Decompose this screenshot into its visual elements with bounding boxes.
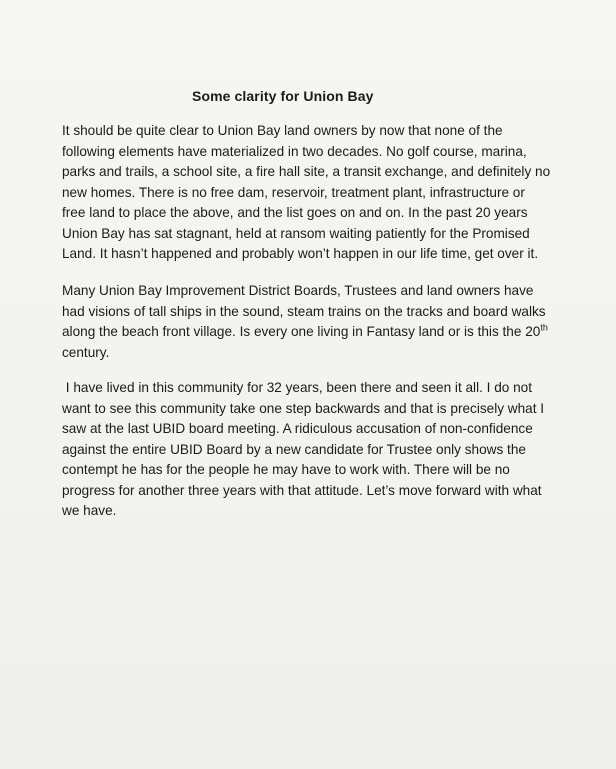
paragraph-line: Land. It hasn’t happened and probably won’t happen in our life time, get over it. — [62, 246, 539, 261]
superscript-th: th — [540, 322, 548, 333]
paragraph-line: free land to place the above, and the list goes on and on. In the past 20 years — [62, 205, 528, 220]
paragraph-line: parks and trails, a school site, a fire hall site, a transit exchange, and definitely no — [62, 164, 551, 179]
paragraph-line: I have lived in this community for 32 years, been there and seen it all. I do not — [62, 380, 532, 395]
paragraph-line: saw at the last UBID board meeting. A ridiculous accusation of non-confidence — [62, 421, 533, 436]
paragraph-line: Union Bay has sat stagnant, held at ransom waiting patiently for the Promised — [62, 225, 530, 241]
paragraph-line: had visions of tall ships in the sound, steam trains on the tracks and board walks — [62, 303, 546, 319]
paragraph-line: It should be quite clear to Union Bay land owners by now that none of the — [62, 123, 503, 138]
paragraph-line: Many Union Bay Improvement District Boards, Trustees and land owners have — [62, 283, 534, 298]
paragraph-line — [62, 322, 582, 343]
paragraph-line: progress for another three years with that attitude. Let’s move forward with what — [62, 482, 542, 498]
paragraph-line: century. — [62, 344, 110, 360]
paragraph-2 — [62, 281, 582, 363]
paragraph-line: following elements have materialized in two decades. No golf course, marina, — [62, 143, 527, 159]
paragraph-line: want to see this community take one step backwards and that is precisely what I — [62, 400, 545, 416]
paragraph-line: against the entire UBID Board by a new candidate for Trustee only shows the — [62, 441, 526, 457]
paragraph-1 — [62, 121, 582, 265]
paragraph-line: contempt he has for the people he may have to work with. There will be no — [62, 462, 510, 477]
document-title: Some clarity for Union Bay — [192, 88, 374, 104]
paragraph-line-text: along the beach front village. Is every one living in Fantasy land or is this the 20 — [62, 324, 541, 339]
paragraph-3 — [62, 378, 582, 522]
paragraph-line: we have. — [62, 503, 117, 518]
paragraph-line: new homes. There is no free dam, reservoir, treatment plant, infrastructure or — [62, 184, 525, 200]
